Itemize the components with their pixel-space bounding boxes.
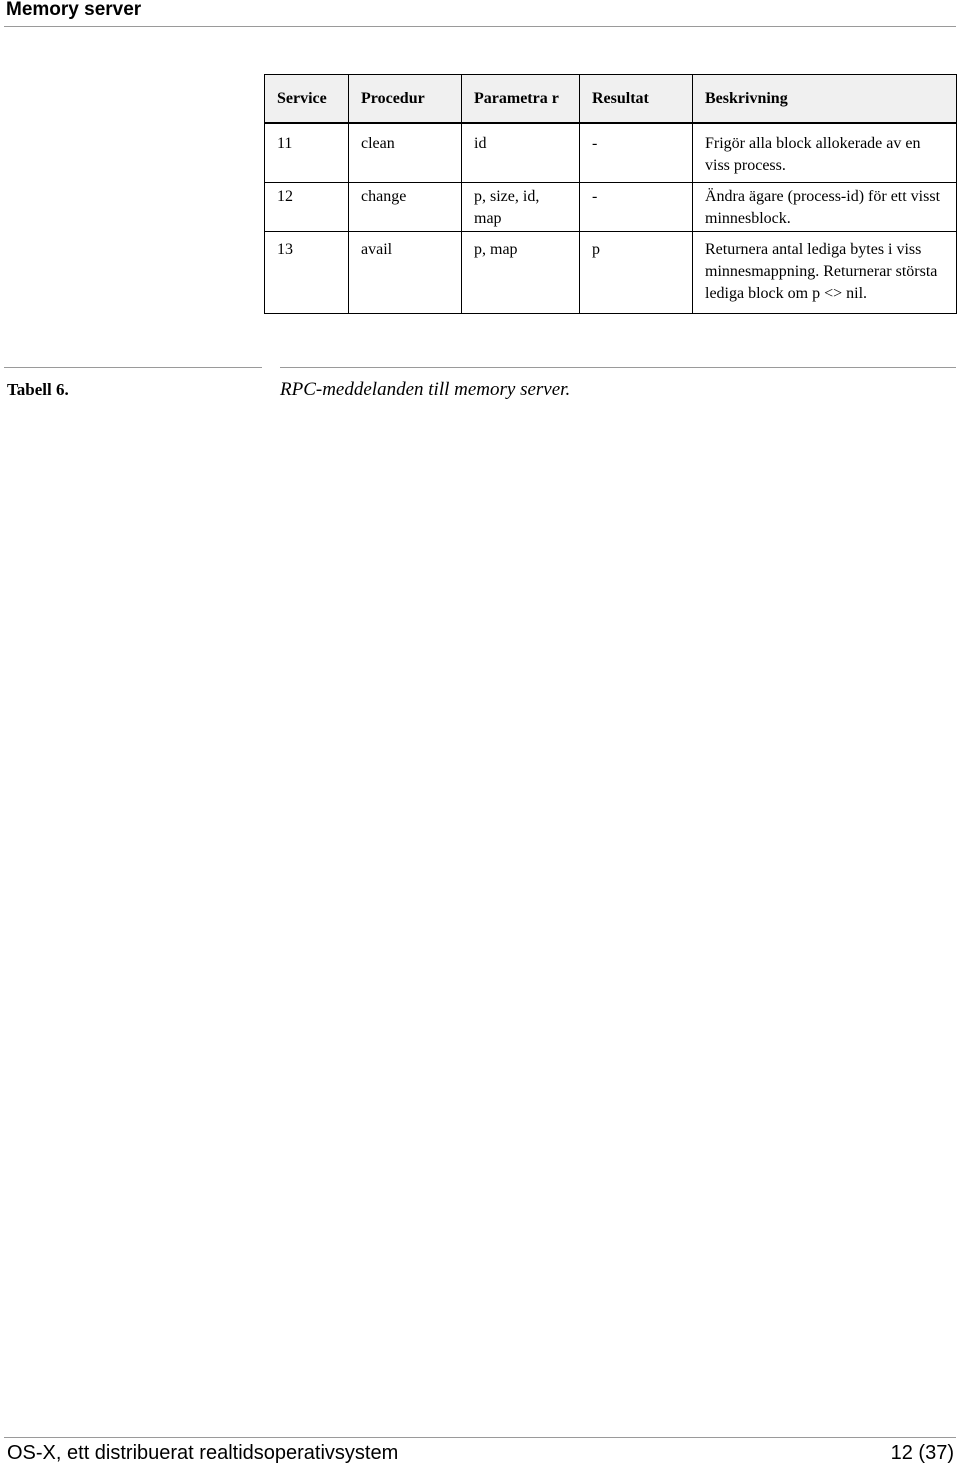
cell-resultat: p [580,232,693,314]
cell-resultat: - [580,183,693,232]
footer-document-title: OS-X, ett distribuerat realtidsoperativsystem [7,1442,399,1464]
table-caption-text: RPC-meddelanden till memory server. [280,379,571,400]
footer-divider [4,1437,956,1438]
column-header-procedur: Procedur [349,75,462,124]
section-title: Memory server [6,0,142,20]
cell-parametrar: p, map [462,232,580,314]
table-row [265,183,957,232]
cell-service: 11 [265,123,349,183]
cell-beskrivning: Frigör alla block allokerade av en viss process. [693,123,957,183]
caption-divider-left [4,367,262,368]
cell-procedur: clean [349,123,462,183]
column-header-beskrivning: Beskrivning [693,75,957,124]
header-divider [4,26,956,27]
cell-parametrar: id [462,123,580,183]
cell-service: 13 [265,232,349,314]
table-caption-label: Tabell 6. [7,380,69,399]
cell-resultat: - [580,123,693,183]
caption-divider-right [280,367,956,368]
cell-procedur: change [349,183,462,232]
footer-page-number: 12 (37) [890,1442,954,1464]
column-header-service: Service [265,75,349,124]
table-header-row [265,75,957,124]
column-header-parametrar: Parametra r [462,75,580,124]
cell-beskrivning: Returnera antal lediga bytes i viss minnesmappning. Returnerar största lediga block om p <> nil. [693,232,957,314]
table-row [265,123,957,183]
cell-beskrivning: Ändra ägare (process-id) för ett visst minnesblock. [693,183,957,232]
column-header-resultat: Resultat [580,75,693,124]
table-row [265,232,957,314]
cell-parametrar: p, size, id, map [462,183,580,232]
cell-procedur: avail [349,232,462,314]
cell-service: 12 [265,183,349,232]
rpc-table [264,74,957,314]
